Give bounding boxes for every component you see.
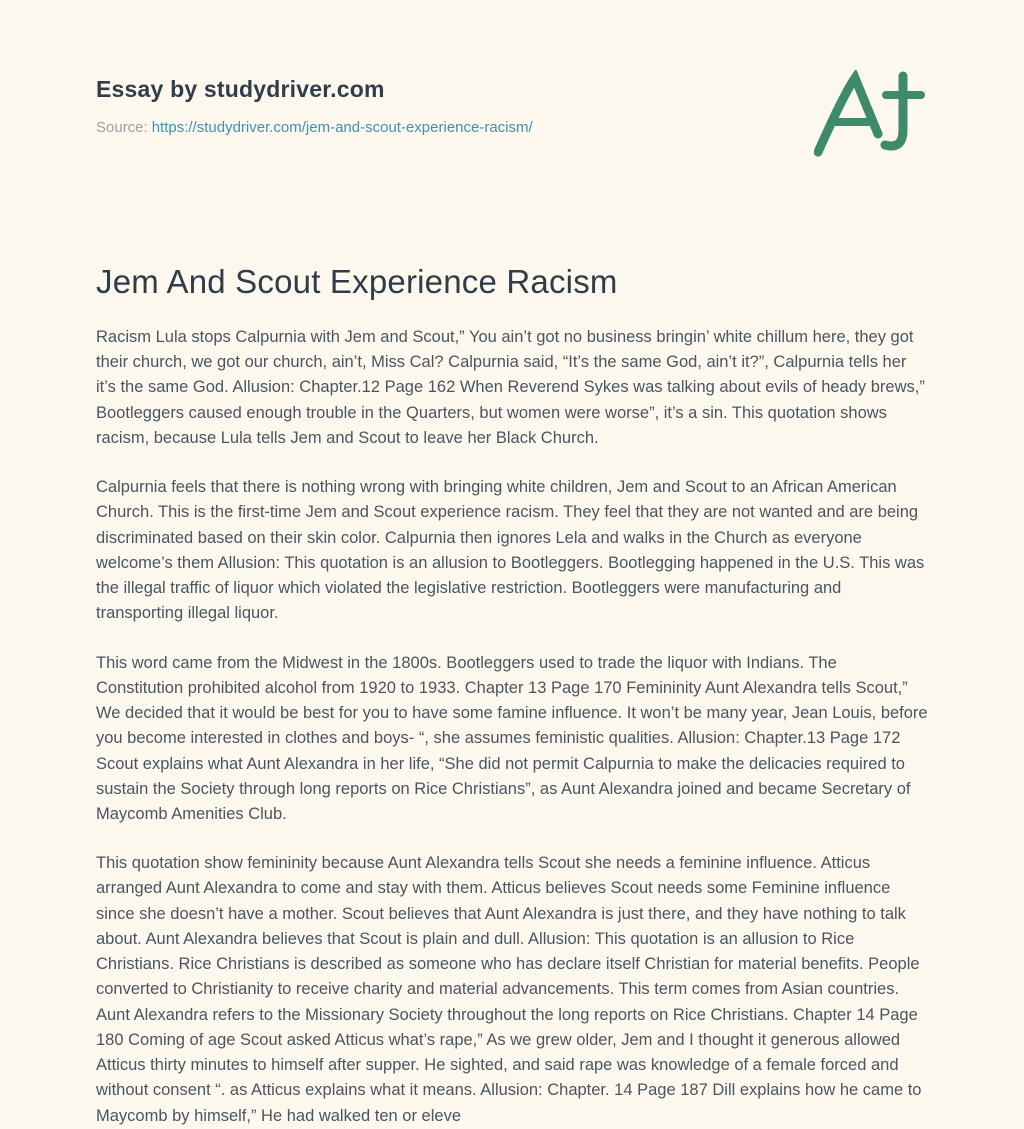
site-title: Essay by studydriver.com	[96, 76, 385, 102]
essay-title: Jem And Scout Experience Racism	[96, 263, 618, 300]
header-text-block	[96, 76, 533, 136]
studydriver-logo	[814, 70, 926, 163]
a-plus-logo-icon	[814, 145, 926, 162]
essay-content	[96, 263, 928, 1129]
essay-paragraph-1: Racism Lula stops Calpurnia with Jem and Scout,” You ain’t got no business bringin’ white chillum here, they got their church, we got our church, ain’t, Miss Cal? Calpurnia said, “It’s the same God, ain’t it?”, Calpurnia tells her it’s the same God. Allusion: Chapter.12 Page 162 When Reverend Sykes was talking about evils of heady brews,” Bootleggers caused enough trouble in the Quarters, but women were worse”, it’s a sin. This quotation shows racism, because Lula tells Jem and Scout to leave her Black Church.	[96, 328, 925, 447]
source-label: Source:	[96, 119, 148, 136]
source-line	[96, 119, 533, 136]
essay-paragraph-4: This quotation show femininity because Aunt Alexandra tells Scout she needs a feminine influence. Atticus arranged Aunt Alexandra to come and stay with them. Atticus believes Scout needs some Feminine influence since she doesn’t have a mother. Scout believes that Aunt Alexandra is just there, and they have nothing to talk about. Aunt Alexandra believes that Scout is plain and dull. Allusion: This quotation is an allusion to Rice Christians. Rice Christians is described as someone who has declare itself Christian for material benefits. People converted to Christianity to receive charity and material advancements. This term comes from Asian countries. Aunt Alexandra refers to the Missionary Society throughout the long reports on Rice Christians. Chapter 14 Page 180 Coming of age Scout asked Atticus what’s rape,” As we grew older, Jem and I thought it generous allowed Atticus thirty minutes to himself after supper. He sighted, and said rape was knowledge of a female forced and without consent “. as Atticus explains what it means. Allusion: Chapter. 14 Page 187 Dill explains how he came to Maycomb by himself,” He had walked ten or eleve	[96, 854, 922, 1125]
source-link[interactable]: https://studydriver.com/jem-and-scout-experience-racism/	[151, 119, 533, 136]
essay-paragraph-2: Calpurnia feels that there is nothing wrong with bringing white children, Jem and Scout to an African American Church. This is the first-time Jem and Scout experience racism. They feel that they are not wanted and are being discriminated based on their skin color. Calpurnia then ignores Lela and walks in the Church as everyone welcome’s them Allusion: This quotation is an allusion to Bootleggers. Bootlegging happened in the U.S. This was the illegal traffic of liquor which violated the legislative restriction. Bootleggers were manufacturing and transporting illegal liquor.	[96, 478, 925, 623]
essay-paragraph-3: This word came from the Midwest in the 1800s. Bootleggers used to trade the liquor with Indians. The Constitution prohibited alcohol from 1920 to 1933. Chapter 13 Page 170 Femininity Aunt Alexandra tells Scout,” We decided that it would be best for you to have some famine influence. It won’t be many year, Jean Louis, before you become interested in clothes and boys- “, she assumes feministic qualities. Allusion: Chapter.13 Page 172 Scout explains what Aunt Alexandra in her life, “She did not permit Calpurnia to make the delicacies required to sustain the Society through long reports on Rice Christians”, as Aunt Alexandra joined and became Secretary of Maycomb Amenities Club.	[96, 653, 928, 823]
page-header	[96, 0, 928, 163]
